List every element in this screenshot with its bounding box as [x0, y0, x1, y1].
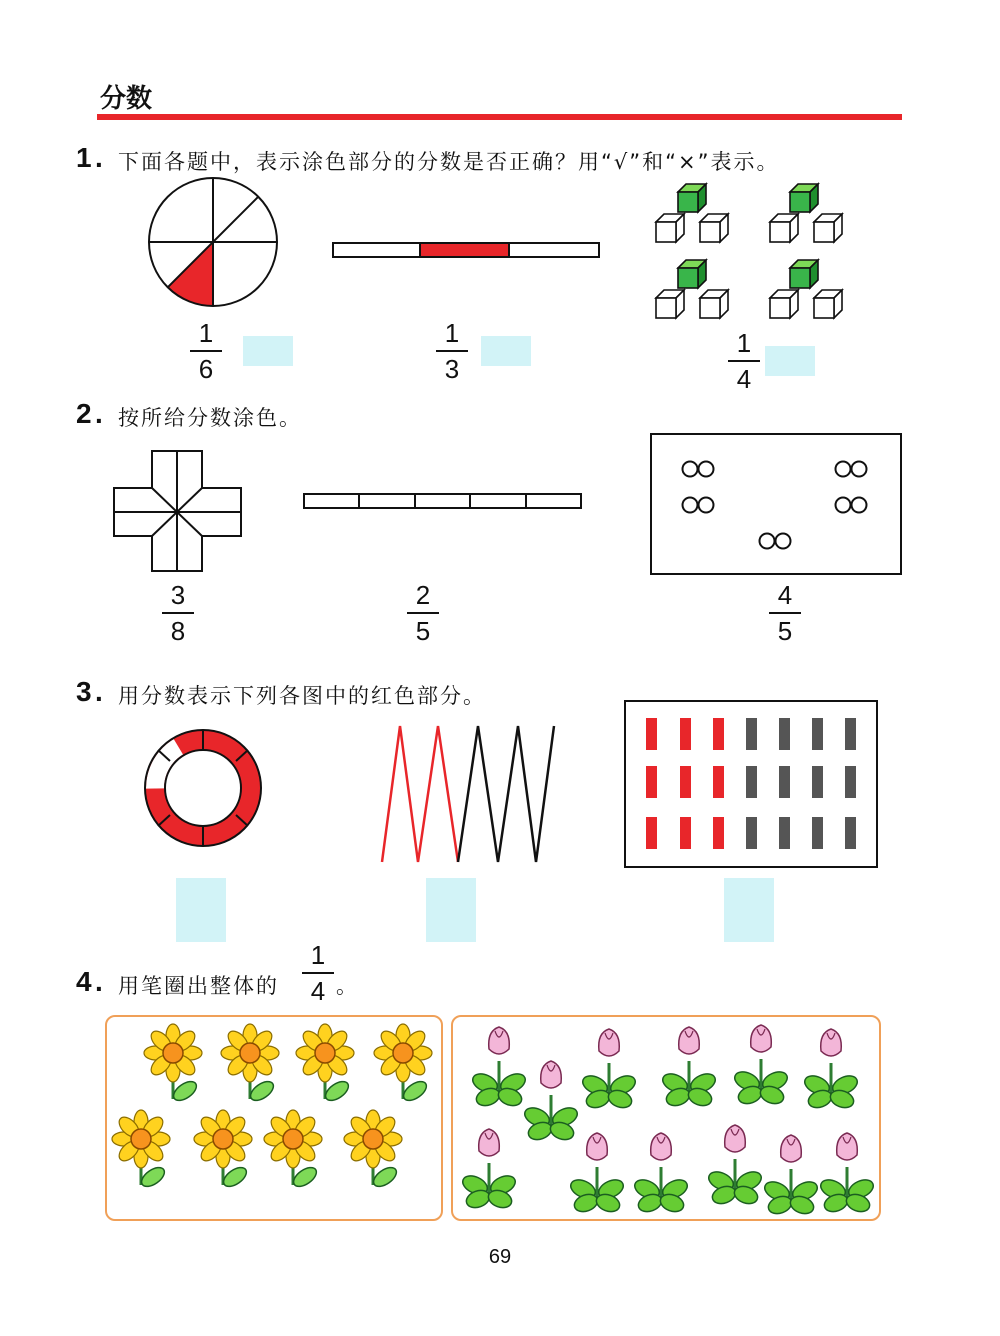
- bar-fifths-figure: [303, 493, 583, 513]
- q2-fraction-2: 2 5: [403, 580, 443, 646]
- q1-fraction-1: 1 6: [186, 318, 226, 384]
- circle-pairs-box-figure: [650, 433, 904, 577]
- tulips-group: [451, 1015, 877, 1217]
- cubes-figure: [650, 180, 860, 320]
- q4-fraction: 1 4: [298, 940, 338, 1006]
- q2-fraction-3: 4 5: [765, 580, 805, 646]
- q1-fraction-2: 1 3: [432, 318, 472, 384]
- title-underline: [97, 114, 902, 120]
- q3-answer-box-1[interactable]: [176, 878, 226, 942]
- q1-answer-box-3[interactable]: [765, 346, 815, 376]
- question-2-text: 按所给分数涂色。: [118, 406, 302, 430]
- q2-fraction-1: 3 8: [158, 580, 198, 646]
- question-3-text: 用分数表示下列各图中的红色部分。: [118, 684, 486, 708]
- q3-answer-box-2[interactable]: [426, 878, 476, 942]
- question-4-number: 4: [76, 966, 92, 997]
- circle-sixths-figure: [145, 178, 285, 308]
- q1-answer-box-2[interactable]: [481, 336, 531, 366]
- sunflowers-group: [105, 1015, 439, 1217]
- bar-thirds-figure: [332, 242, 602, 262]
- ring-figure: [133, 728, 273, 848]
- question-4-text-end: 。: [336, 974, 359, 998]
- zigzag-figure: [378, 722, 558, 867]
- question-1-number: 1: [76, 142, 92, 173]
- q1-answer-box-1[interactable]: [243, 336, 293, 366]
- page-number: 69: [488, 1246, 512, 1268]
- q3-answer-box-3[interactable]: [724, 878, 774, 942]
- question-4-text: 用笔圈出整体的: [118, 974, 279, 998]
- q1-fraction-3: 1 4: [724, 328, 764, 394]
- section-title: 分数: [100, 84, 153, 114]
- question-3-number: 3: [76, 676, 92, 707]
- question-1-text: 下面各题中，表示涂色部分的分数是否正确？用“√”和“×”表示。: [118, 150, 780, 174]
- question-2-number: 2: [76, 398, 92, 429]
- cross-eighths-figure: [112, 450, 244, 572]
- bars-grid-figure: [624, 700, 880, 870]
